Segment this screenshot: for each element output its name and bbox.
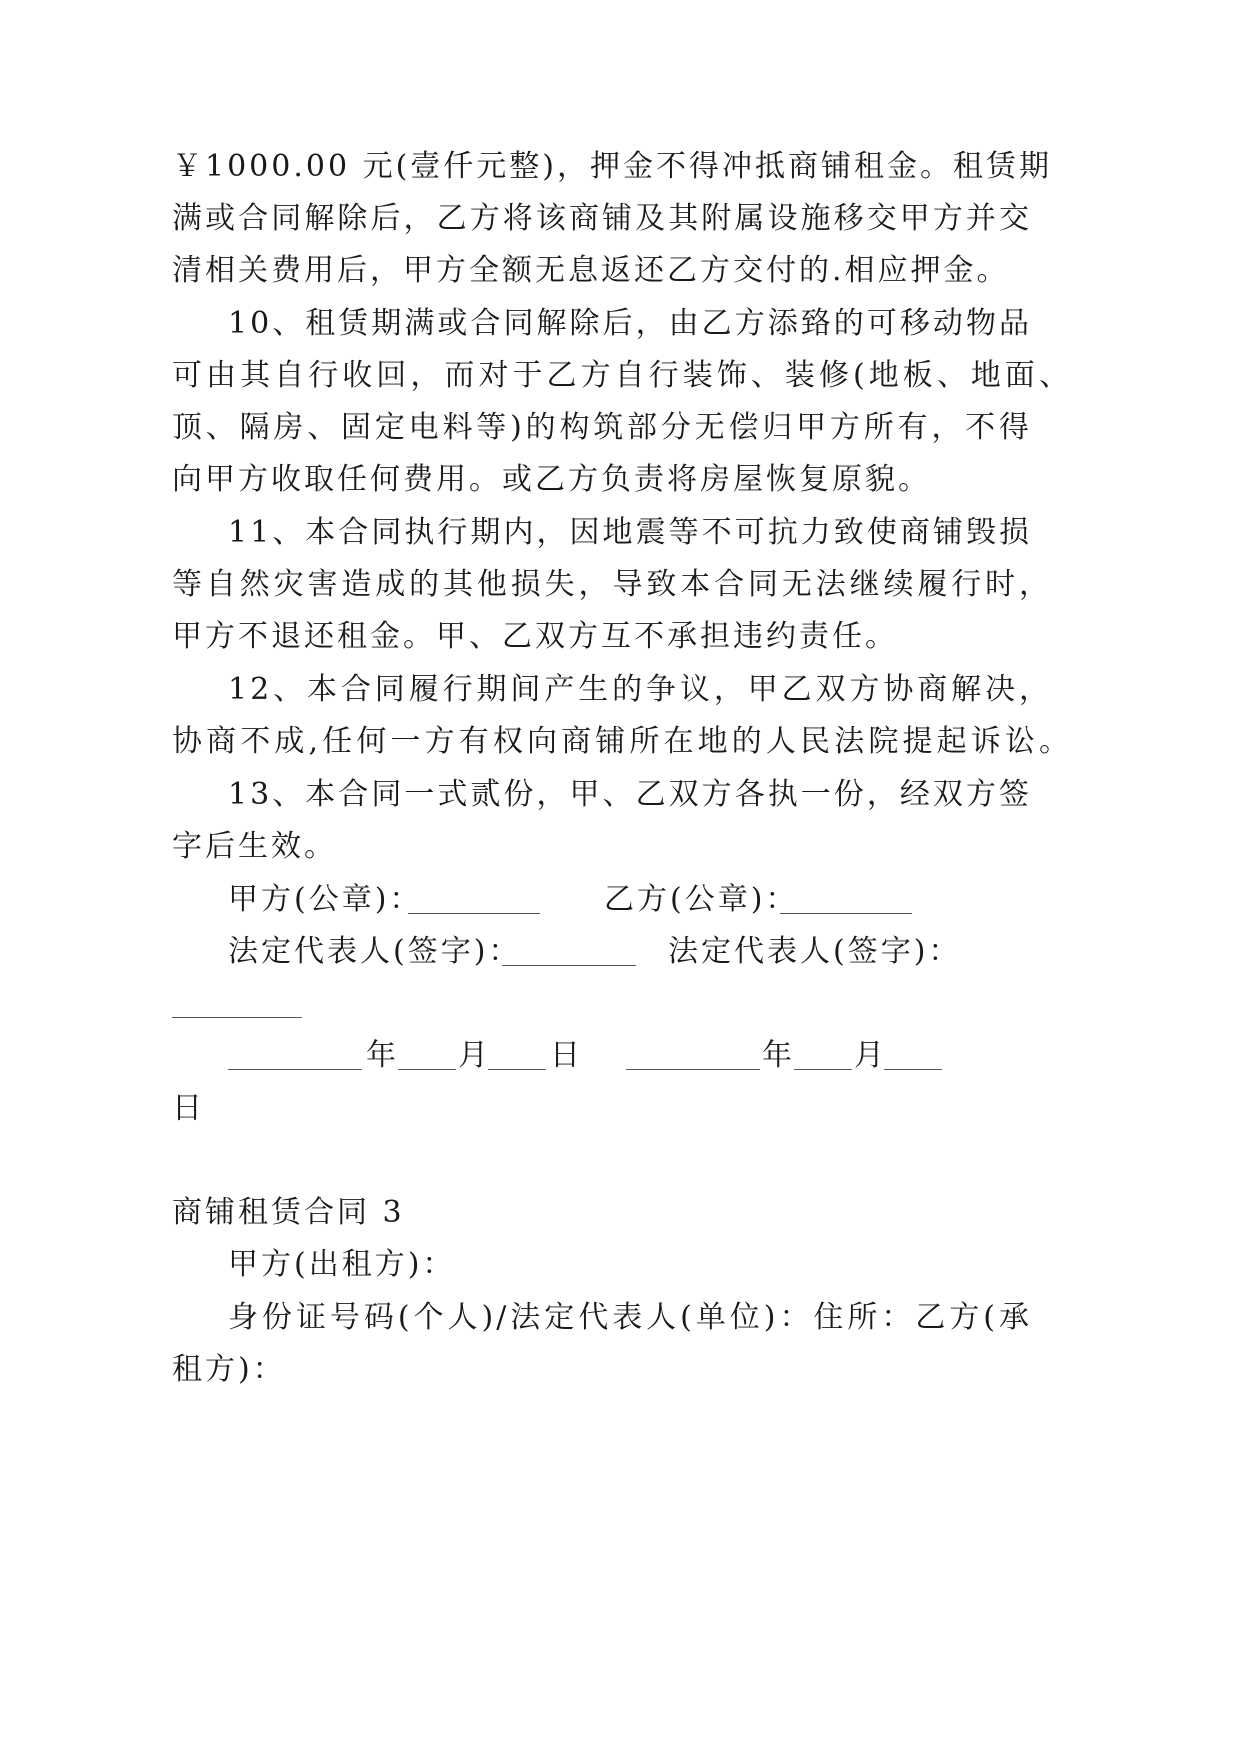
rep-a-label: 法定代表人(签字)： xyxy=(228,934,522,969)
p9-line-1: ￥1000.00 元(壹仟元整)，押金不得冲抵商铺租金。租赁期 xyxy=(172,149,1053,184)
date-a-month-label: 月 xyxy=(458,1038,491,1073)
date-b-month-label: 月 xyxy=(854,1038,887,1073)
section-3-title: 商铺租赁合同 3 xyxy=(172,1195,405,1230)
p9-line-2: 满或合同解除后，乙方将该商铺及其附属设施移交甲方并交 xyxy=(172,201,1032,236)
p10-line-4: 向甲方收取任何费用。或乙方负责将房屋恢复原貌。 xyxy=(172,462,931,497)
date-a-year-label: 年 xyxy=(366,1038,399,1073)
date-a-day-blank[interactable] xyxy=(488,1043,546,1070)
p11-line-2: 等自然灾害造成的其他损失，导致本合同无法继续履行时， xyxy=(172,567,1052,602)
date-b-day-label: 日 xyxy=(172,1091,205,1126)
date-b-day-blank[interactable] xyxy=(884,1043,942,1070)
p12-line-1: 12、本合同履行期间产生的争议，甲乙双方协商解决， xyxy=(228,672,1052,707)
date-b-year-blank[interactable] xyxy=(626,1043,760,1070)
party-a-seal-blank[interactable] xyxy=(408,887,540,914)
date-a-day-label: 日 xyxy=(550,1038,583,1073)
p13-line-1: 13、本合同一式贰份，甲、乙双方各执一份，经双方签 xyxy=(228,777,1032,812)
p12-line-2: 协商不成,任何一方有权向商铺所在地的人民法院提起诉讼。 xyxy=(172,724,1072,759)
date-b-month-blank[interactable] xyxy=(794,1043,852,1070)
id-line-1: 身份证号码(个人)/法定代表人(单位)：住所：乙方(承 xyxy=(228,1300,1032,1335)
p10-line-1: 10、租赁期满或合同解除后，由乙方添臵的可移动物品 xyxy=(228,306,1032,341)
p10-line-3: 顶、隔房、固定电料等)的构筑部分无偿归甲方所有，不得 xyxy=(172,410,1032,445)
rep-b-label: 法定代表人(签字)： xyxy=(668,934,962,969)
party-b-seal-label: 乙方(公章)： xyxy=(604,882,799,917)
p10-line-2: 可由其自行收回，而对于乙方自行装饰、装修(地板、地面、 xyxy=(172,358,1072,393)
date-a-year-blank[interactable] xyxy=(228,1043,362,1070)
party-b-seal-blank[interactable] xyxy=(780,887,912,914)
p13-line-2: 字后生效。 xyxy=(172,829,337,864)
party-a-seal-label: 甲方(公章)： xyxy=(228,882,423,917)
p11-line-1: 11、本合同执行期内，因地震等不可抗力致使商铺毁损 xyxy=(228,515,1032,550)
lessor-label: 甲方(出租方)： xyxy=(228,1247,456,1282)
id-line-2: 租方)： xyxy=(172,1352,286,1387)
date-b-year-label: 年 xyxy=(762,1038,795,1073)
p11-line-3: 甲方不退还租金。甲、乙双方互不承担违约责任。 xyxy=(172,619,898,654)
date-a-month-blank[interactable] xyxy=(398,1043,456,1070)
p9-line-3: 清相关费用后，甲方全额无息返还乙方交付的.相应押金。 xyxy=(172,253,1010,288)
rep-a-blank[interactable] xyxy=(502,939,636,966)
rep-b-blank[interactable] xyxy=(172,991,302,1018)
